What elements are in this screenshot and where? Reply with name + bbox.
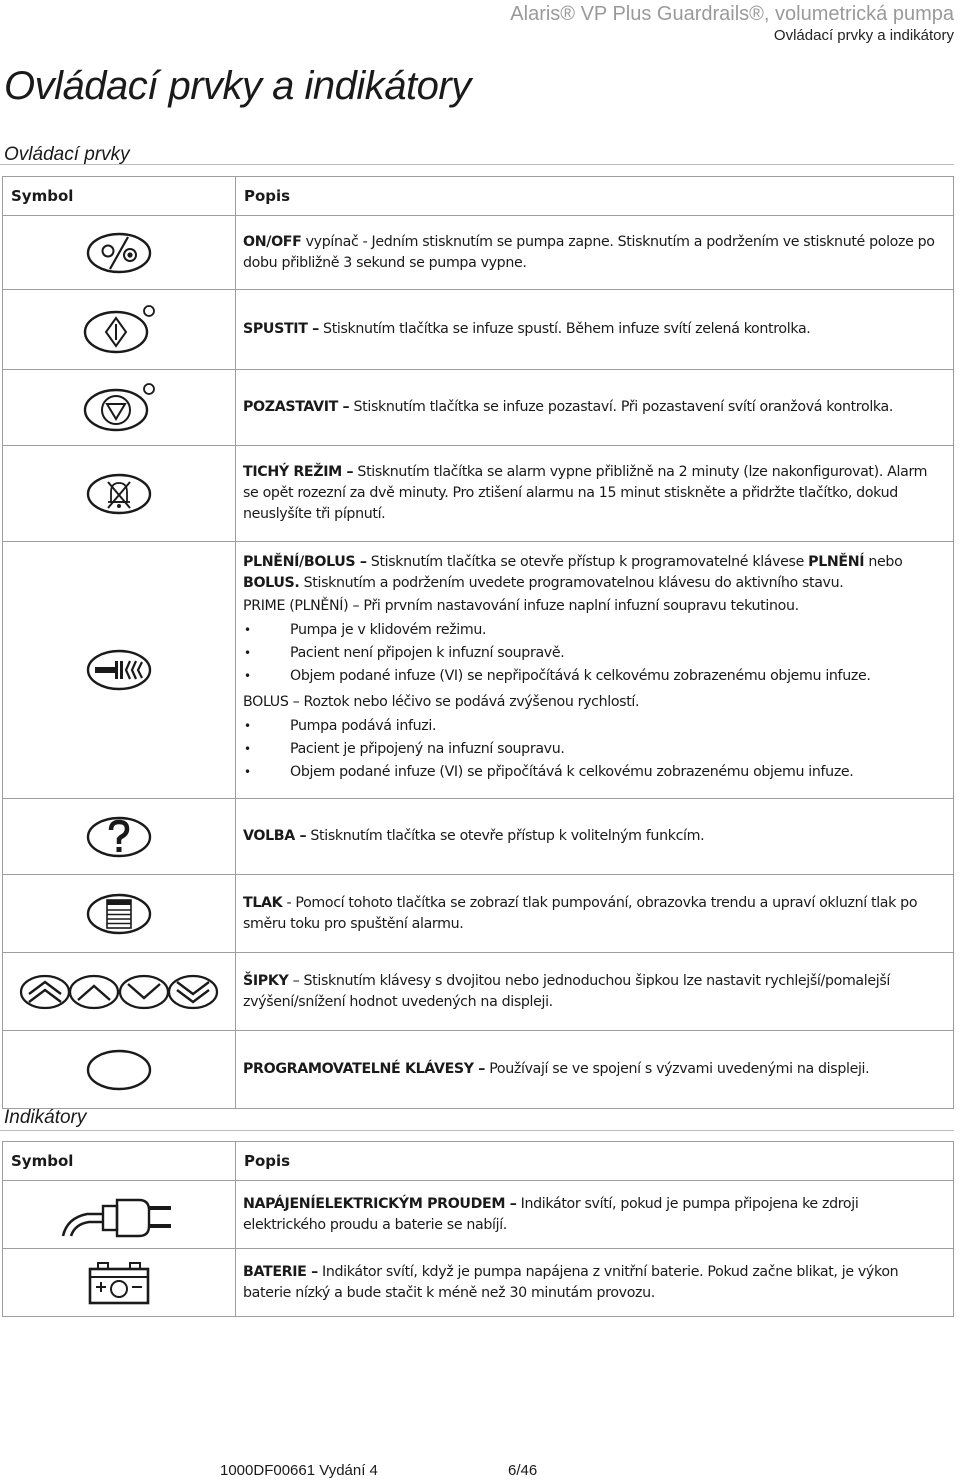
indicators-section-rule (0, 1130, 954, 1131)
prime-bullet-list (243, 619, 945, 688)
list-item: • Pumpa je v klidovém režimu. (243, 619, 945, 642)
run-icon (81, 304, 157, 356)
prime-keyword: PLNĚNÍ (808, 554, 865, 570)
list-item: • Objem podané infuze (VI) se připočítává k celkovému zobrazenému objemu infuze. (243, 761, 945, 784)
table-row (3, 370, 954, 446)
control-label: ŠIPKY (243, 972, 289, 989)
indicator-text: Indikátor svítí, pokud je pumpa připojena ke zdroji elektrického proudu a baterie se nabíjí. (243, 1195, 859, 1233)
arrow-keys-icon (19, 972, 219, 1012)
col-symbol-header: Symbol (3, 177, 236, 216)
symbol-cell (3, 1249, 236, 1317)
table-row (3, 875, 954, 953)
controls-header-row (3, 177, 954, 216)
header-subtitle: Ovládací prvky a indikátory (773, 27, 954, 44)
symbol-cell (3, 290, 236, 370)
desc-cell (236, 953, 954, 1031)
desc-cell (236, 446, 954, 542)
bolus-keyword: BOLUS. (243, 575, 300, 591)
control-label: POZASTAVIT – (243, 399, 350, 415)
control-text: Stisknutím tlačítka se otevře přístup k programovatelné klávese (370, 554, 804, 570)
running-header (510, 2, 954, 46)
symbol-cell (3, 216, 236, 290)
prime-bolus-icon (84, 648, 154, 692)
symbol-cell (3, 542, 236, 799)
table-row (3, 446, 954, 542)
pressure-icon (84, 892, 154, 936)
controls-section-rule (0, 164, 954, 165)
indicator-label: NAPÁJENÍELEKTRICKÝM PROUDEM – (243, 1195, 517, 1212)
control-label: ON/OFF (243, 233, 302, 250)
header-product: Alaris® VP Plus Guardrails®, volumetrická pumpa (510, 3, 954, 25)
desc-cell (236, 875, 954, 953)
controls-section-title: Ovládací prvky (4, 144, 130, 165)
control-text: Stisknutím tlačítka se alarm vypne přibližně na 2 minuty (lze nakonfigurovat). Alarm se opět rozezní za dvě minuty. Pro ztišení alarmu na 15 minut stiskněte a přidržte tlačítko, dokud neuslyšíte tři pípnutí. (243, 464, 928, 522)
footer-page-number: 6/46 (508, 1462, 538, 1479)
list-item: • Pacient je připojený na infuzní soupravu. (243, 738, 945, 761)
desc-cell (236, 290, 954, 370)
softkey-icon (84, 1048, 154, 1092)
table-row (3, 290, 954, 370)
indicators-header-row (3, 1142, 954, 1181)
control-label: PLNĚNÍ/BOLUS – (243, 554, 367, 570)
indicators-section-title: Indikátory (4, 1107, 87, 1128)
indicator-text: Indikátor svítí, když je pumpa napájena z vnitřní baterie. Pokud začne blikat, je výkon baterie nízký a bude stačit k méně než 30 minutám provozu. (243, 1263, 899, 1301)
indicator-label: BATERIE – (243, 1263, 318, 1280)
col-symbol-header: Symbol (3, 1142, 236, 1181)
control-label: VOLBA – (243, 828, 307, 844)
prime-bolus-intro (243, 552, 945, 594)
col-desc-header: Popis (236, 1142, 954, 1181)
control-text: - Pomocí tohoto tlačítka se zobrazí tlak pumpování, obrazovka trendu a upraví okluzní tlak po směru toku pro spuštění alarmu. (243, 894, 918, 932)
symbol-cell (3, 953, 236, 1031)
table-row (3, 799, 954, 875)
symbol-cell (3, 1181, 236, 1249)
control-text: vypínač - Jedním stisknutím se pumpa zapne. Stisknutím a podržením ve stisknuté poloze po dobu přibližně 3 sekund se pumpa vypne. (243, 233, 935, 271)
desc-cell (236, 370, 954, 446)
symbol-cell (3, 1031, 236, 1109)
battery-icon (84, 1259, 154, 1307)
bolus-line: BOLUS – Roztok nebo léčivo se podává zvýšenou rychlostí. (243, 694, 640, 710)
bolus-bullet-list (243, 715, 945, 784)
table-row (3, 216, 954, 290)
controls-table (2, 176, 954, 1109)
table-row (3, 1031, 954, 1109)
desc-cell (236, 1249, 954, 1317)
indicators-table (2, 1141, 954, 1317)
control-text: Stisknutím a podržením uvedete programovatelnou klávesu do aktivního stavu. (303, 575, 844, 591)
symbol-cell (3, 446, 236, 542)
list-item: • Pumpa podává infuzi. (243, 715, 945, 738)
prime-line: PRIME (PLNĚNÍ) – Při prvním nastavování infuze naplní infuzní soupravu tekutinou. (243, 598, 799, 614)
table-row (3, 953, 954, 1031)
control-text: Stisknutím tlačítka se otevře přístup k volitelným funkcím. (310, 828, 705, 844)
control-text: nebo (868, 554, 903, 570)
ac-power-plug-icon (59, 1190, 179, 1240)
on-off-icon (84, 231, 154, 275)
silence-alarm-icon (84, 472, 154, 516)
pause-icon (81, 382, 157, 434)
control-label: TICHÝ REŽIM – (243, 464, 354, 480)
control-text: Používají se ve spojení s výzvami uvedenými na displeji. (489, 1061, 870, 1077)
symbol-cell (3, 370, 236, 446)
desc-cell (236, 1181, 954, 1249)
desc-cell (236, 542, 954, 799)
control-label: PROGRAMOVATELNÉ KLÁVESY – (243, 1061, 486, 1077)
desc-cell (236, 1031, 954, 1109)
symbol-cell (3, 875, 236, 953)
table-row (3, 542, 954, 799)
control-text: – Stisknutím klávesy s dvojitou nebo jednoduchou šipkou lze nastavit rychlejší/pomalejší zvýšení/snížení hodnot uvedených na displeji. (243, 972, 890, 1010)
page-title: Ovládací prvky a indikátory (4, 64, 471, 108)
desc-cell (236, 216, 954, 290)
control-text: Stisknutím tlačítka se infuze pozastaví. Při pozastavení svítí oranžová kontrolka. (353, 399, 894, 415)
table-row (3, 1181, 954, 1249)
desc-cell (236, 799, 954, 875)
footer-doc-id: 1000DF00661 Vydání 4 (220, 1462, 378, 1479)
options-question-icon (84, 815, 154, 859)
col-desc-header: Popis (236, 177, 954, 216)
table-row (3, 1249, 954, 1317)
control-text: Stisknutím tlačítka se infuze spustí. Během infuze svítí zelená kontrolka. (323, 321, 811, 337)
control-label: SPUSTIT – (243, 321, 319, 337)
list-item: • Pacient není připojen k infuzní soupravě. (243, 642, 945, 665)
list-item: • Objem podané infuze (VI) se nepřipočítává k celkovému zobrazenému objemu infuze. (243, 665, 945, 688)
control-label: TLAK (243, 894, 283, 911)
symbol-cell (3, 799, 236, 875)
